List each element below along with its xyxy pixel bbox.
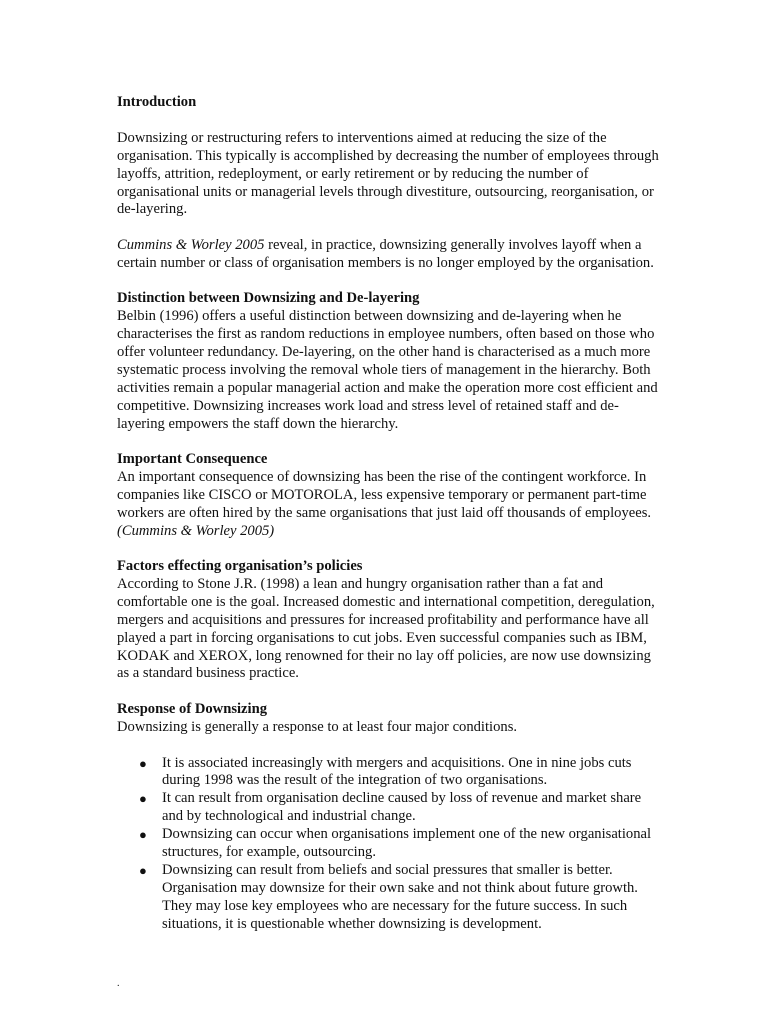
section-heading-distinction: Distinction between Downsizing and De-layering bbox=[117, 290, 420, 307]
bullet-icon: ● bbox=[139, 827, 147, 843]
list-item bbox=[117, 862, 662, 934]
paragraph-response-intro: Downsizing is generally a response to at least four major conditions. bbox=[117, 718, 518, 735]
paragraph-cummins-worley bbox=[117, 237, 662, 273]
section-heading-response: Response of Downsizing bbox=[117, 700, 268, 717]
list-item-text: Downsizing can result from beliefs and social pressures that smaller is better. Organisation may downsize for their own sake and not think about future growth. They may lose key employees who are necessary for the future success. In such situations, it is questionable whether downsizing is development. bbox=[162, 861, 638, 932]
list-item bbox=[117, 826, 662, 862]
paragraph-introduction: Downsizing or restructuring refers to interventions aimed at reducing the size of the organisation. This typically is accomplished by decreasing the number of employees through layoffs, attrition, redeployment, or early retirement or by reducing the number of organisational units or managerial levels through divestiture, outsourcing, reorganisation, or de-layering. bbox=[117, 129, 659, 218]
list-item bbox=[117, 790, 662, 826]
list-item bbox=[117, 755, 662, 791]
bullet-icon: ● bbox=[139, 862, 147, 878]
list-item-text: Downsizing can occur when organisations implement one of the new organisational structures, for example, outsourcing. bbox=[162, 826, 652, 861]
list-item-text: It can result from organisation decline caused by loss of revenue and market share and by technological and industrial change. bbox=[162, 790, 642, 825]
bullet-list bbox=[117, 755, 662, 934]
paragraph-factors: According to Stone J.R. (1998) a lean and hungry organisation rather than a fat and comfortable one is the goal. Increased domestic and international competition, deregulation, mergers and acquisitions and pressures for increased profitability and performance have all played a part in forcing organisations to cut jobs. Even successful companies such as IBM, KODAK and XEROX, long renowned for their no lay off policies, are now use downsizing as a standard business practice. bbox=[117, 575, 655, 682]
section-heading-consequence: Important Consequence bbox=[117, 451, 268, 468]
bullet-icon: ● bbox=[139, 791, 147, 807]
citation: (Cummins & Worley 2005) bbox=[117, 522, 275, 539]
paragraph-text: reveal, in practice, downsizing generally involves layoff when a certain number or class of organisation members is no longer employed by the organisation. bbox=[117, 237, 654, 272]
paragraph-distinction: Belbin (1996) offers a useful distinction between downsizing and de-layering when he characterises the first as random reductions in employee numbers, often based on those who offer volunteer redundancy. De-layering, on the other hand is characterised as a much more systematic process involving the removal whole tiers of management in the hierarchy. Both activities remain a popular managerial action and make the operation more cost efficient and competitive. Downsizing increases work load and stress level of retained staff and de-layering empowers the staff down the hierarchy. bbox=[117, 308, 658, 432]
citation: Cummins & Worley 2005 bbox=[117, 237, 265, 254]
bullet-icon: ● bbox=[139, 755, 147, 771]
section-heading-factors: Factors effecting organisation’s policies bbox=[117, 557, 363, 574]
document-body bbox=[117, 94, 662, 934]
paragraph-consequence bbox=[117, 469, 662, 541]
paragraph-text: An important consequence of downsizing has been the rise of the contingent workforce. In companies like CISCO or MOTOROLA, less expensive temporary or permanent part-time workers are often hired by the same organisations that just laid off thousands of employees. bbox=[117, 468, 652, 521]
section-heading-introduction: Introduction bbox=[117, 94, 197, 110]
footer-mark: . bbox=[117, 978, 120, 989]
list-item-text: It is associated increasingly with mergers and acquisitions. One in nine jobs cuts during 1998 was the result of the integration of two organisations. bbox=[162, 754, 632, 789]
